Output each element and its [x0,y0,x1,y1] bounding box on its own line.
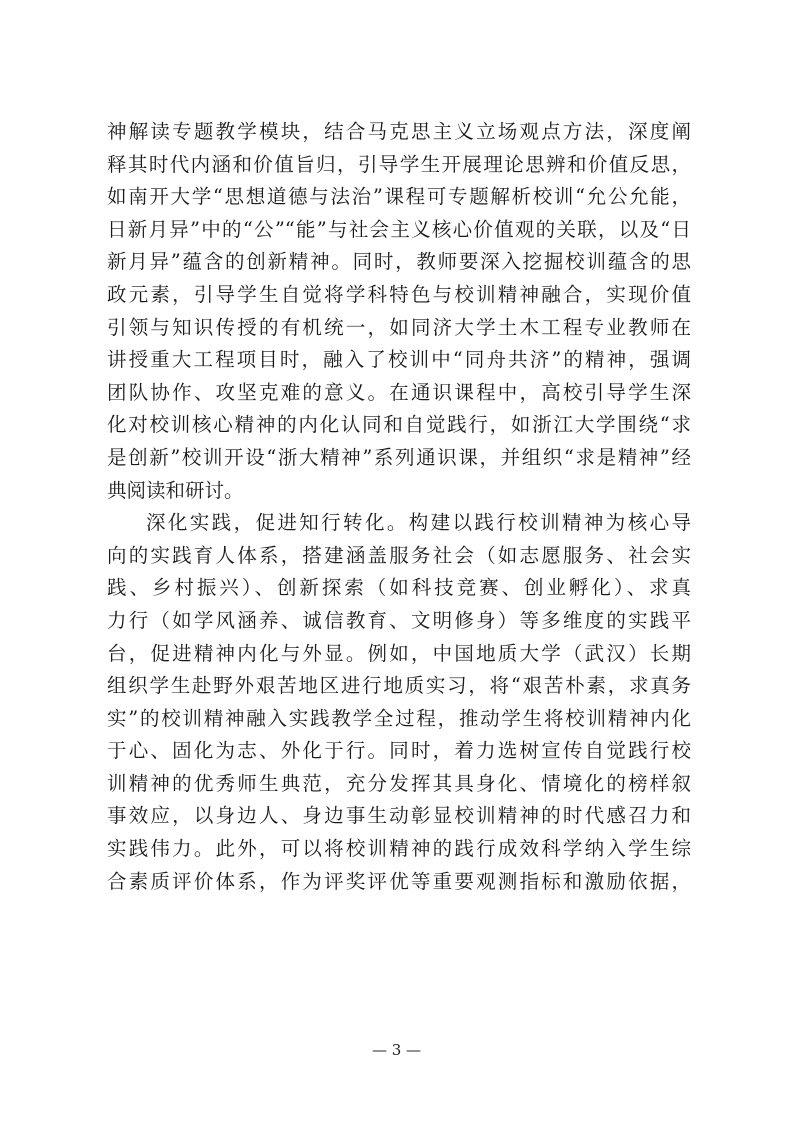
text-line: 化对校训核心精神的内化认同和自觉践行，如浙江大学围绕“求 [107,413,691,437]
text-line: 政元素，引导学生自觉将学科特色与校训精神融合，实现价值 [107,282,691,306]
text-line: 向的实践育人体系，搭建涵盖服务社会（如志愿服务、社会实 [107,543,691,567]
text-line: 日新月异”中的“公”“能”与社会主义核心价值观的关联，以及“日 [107,217,691,241]
text-line: 实”的校训精神融入实践教学全过程，推动学生将校训精神内化 [107,706,691,730]
text-line: 如南开大学“思想道德与法治”课程可专题解析校训“允公允能， [107,185,691,209]
text-line: 新月异”蕴含的创新精神。同时，教师要深入挖掘校训蕴含的思 [107,250,691,274]
text-line: 深化实践，促进知行转化。构建以践行校训精神为核心导 [146,511,691,535]
text-line: 事效应，以身边人、身边事生动彰显校训精神的时代感召力和 [107,804,691,828]
text-line: 于心、固化为志、外化于行。同时，着力选树宣传自觉践行校 [107,739,691,763]
text-line: 讲授重大工程项目时，融入了校训中“同舟共济”的精神，强调 [107,348,691,372]
text-line: 神解读专题教学模块，结合马克思主义立场观点方法，深度阐 [107,120,691,143]
text-line: 训精神的优秀师生典范，充分发挥其具身化、情境化的榜样叙 [107,771,691,795]
paragraph-2 [107,507,691,898]
text-line: 是创新”校训开设“浙大精神”系列通识课，并组织“求是精神”经 [107,445,691,469]
text-line: 力行（如学风涵养、诚信教育、文明修身）等多维度的实践平 [107,608,691,632]
text-line: 典阅读和研讨。 [107,478,244,502]
paragraph-1 [107,116,691,507]
page-number: — 3 — [371,1041,422,1059]
text-line: 台，促进精神内化与外显。例如，中国地质大学（武汉）长期 [107,641,691,665]
text-line: 组织学生赴野外艰苦地区进行地质实习，将“艰苦朴素，求真务 [107,674,691,698]
document-body [107,116,691,898]
text-line: 团队协作、攻坚克难的意义。在通识课程中，高校引导学生深 [107,380,691,404]
text-line: 合素质评价体系，作为评奖评优等重要观测指标和激励依据， [107,869,691,893]
text-line: 释其时代内涵和价值旨归，引导学生开展理论思辨和价值反思， [107,152,691,176]
text-line: 引领与知识传授的有机统一，如同济大学土木工程专业教师在 [107,315,691,339]
text-line: 实践伟力。此外，可以将校训精神的践行成效科学纳入学生综 [107,837,691,861]
text-line: 践、乡村振兴）、创新探索（如科技竞赛、创业孵化）、求真 [107,576,691,600]
